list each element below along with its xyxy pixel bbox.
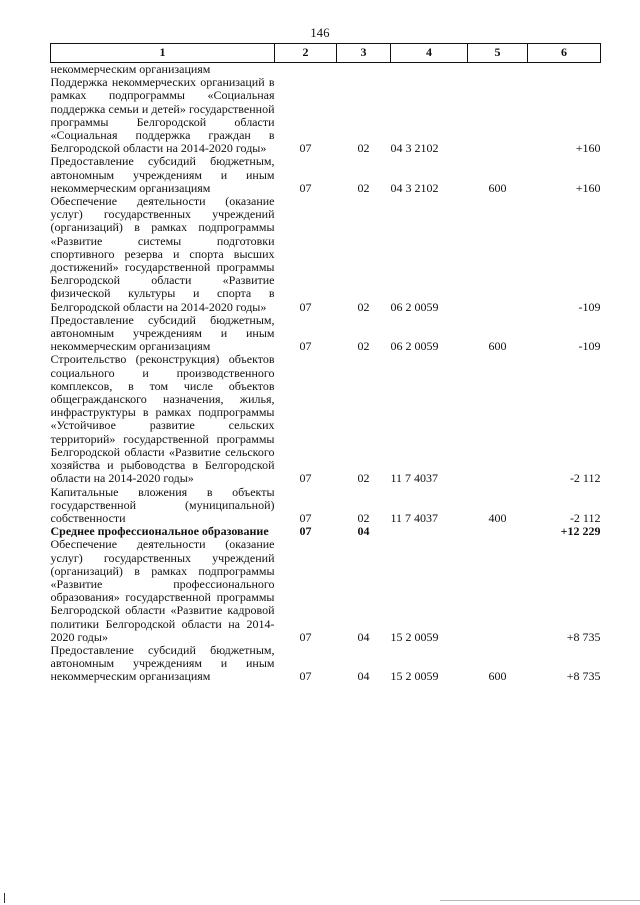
row-description: Поддержка некоммерческих организаций в рамках подпрограммы «Социальная поддержка семьи и детей» государственной программы Белгородской области «Социальная поддержка граждан в Белгородской области на 2014-2020 годы» xyxy=(50,75,275,156)
row-description: Предоставление субсидий бюджетным, автономным учреждениям и иным некоммерческим организациям xyxy=(50,642,275,684)
row-section: 07 xyxy=(299,339,312,354)
row-expense-type xyxy=(468,63,528,77)
row-subsection xyxy=(337,63,391,77)
row-amount: -109 xyxy=(578,339,601,354)
row-section xyxy=(275,63,337,77)
row-section: 07 xyxy=(299,524,312,539)
row-subsection: 02 xyxy=(357,471,370,486)
column-header: 1 xyxy=(51,44,275,63)
row-subsection: 02 xyxy=(357,339,370,354)
row-section: 07 xyxy=(299,299,312,314)
row-amount: +8 735 xyxy=(566,669,601,684)
row-description: Капитальные вложения в объекты государственной (муниципальной) собственности xyxy=(50,484,275,525)
row-amount: -109 xyxy=(578,299,601,314)
row-section: 07 xyxy=(299,180,312,195)
table-row xyxy=(51,195,601,314)
row-amount: +160 xyxy=(575,141,601,156)
row-target-article xyxy=(391,63,468,77)
row-subsection: 02 xyxy=(357,141,370,156)
row-target-article: 11 7 4037 xyxy=(390,471,439,486)
column-header: 5 xyxy=(468,44,528,63)
row-subsection: 04 xyxy=(357,524,370,539)
row-description: Строительство (реконструкция) объектов социального и производственного комплексов, в том числе объектов общегражданского назначения, жилья, инфраструктуры в рамках подпрограммы «Устойчивое развитие сельских территорий» государственной программы Белгородской области «Развитие сельского хозяйства и рыбоводства в Белгородской области на 2014-2020 годы» xyxy=(50,352,275,486)
budget-table xyxy=(50,43,601,684)
row-description: Обеспечение деятельности (оказание услуг) государственных учреждений (организаций) в рамках подпрограммы «Развитие системы подготовки спортивного резерва и спорта высших достижений» государственной программы Белгородской области «Развитие физической культуры и спорта в Белгородской области на 2014-2020 годы» xyxy=(50,194,275,314)
row-expense-type: 400 xyxy=(488,510,507,525)
table-header-row xyxy=(51,44,601,63)
row-target-article: 04 3 2102 xyxy=(390,180,439,195)
row-expense-type xyxy=(468,76,528,155)
row-amount: +12 229 xyxy=(560,524,601,539)
row-amount: -2 112 xyxy=(569,471,601,486)
row-expense-type xyxy=(468,195,528,314)
column-header: 6 xyxy=(528,44,601,63)
row-amount xyxy=(528,63,601,77)
row-expense-type xyxy=(468,538,528,644)
row-target-article: 04 3 2102 xyxy=(390,141,439,156)
row-expense-type: 600 xyxy=(488,180,507,195)
row-subsection: 04 xyxy=(357,669,370,684)
table-body xyxy=(51,63,601,684)
row-subsection: 02 xyxy=(357,510,370,525)
row-subsection: 04 xyxy=(357,629,370,644)
table-row xyxy=(51,314,601,354)
row-amount: +160 xyxy=(575,180,601,195)
row-description: некоммерческим организациям xyxy=(50,62,211,76)
row-section: 07 xyxy=(299,141,312,156)
row-section: 07 xyxy=(299,669,312,684)
row-amount: +8 735 xyxy=(566,629,601,644)
column-header: 3 xyxy=(337,44,391,63)
row-expense-type: 600 xyxy=(488,339,507,354)
row-description: Обеспечение деятельности (оказание услуг) государственных учреждений (организаций) в рамках подпрограммы «Развитие профессионального образования» государственной программы Белгородской области «Развитие кадровой политики Белгородской области на 2014-2020 годы» xyxy=(50,537,275,644)
page-number: 146 xyxy=(310,26,330,40)
row-target-article: 15 2 0059 xyxy=(390,629,439,644)
row-section: 07 xyxy=(299,629,312,644)
column-header: 4 xyxy=(391,44,468,63)
row-expense-type: 600 xyxy=(488,669,507,684)
column-header: 2 xyxy=(275,44,337,63)
table-row xyxy=(51,486,601,526)
row-section: 07 xyxy=(299,471,312,486)
table-row xyxy=(51,644,601,684)
row-amount: -2 112 xyxy=(569,510,601,525)
row-target-article xyxy=(391,525,468,538)
table-row xyxy=(51,63,601,77)
row-section: 07 xyxy=(299,510,312,525)
row-target-article: 15 2 0059 xyxy=(390,669,439,684)
row-target-article: 11 7 4037 xyxy=(390,510,439,525)
row-description: Среднее профессиональное образование xyxy=(50,524,269,539)
row-description: Предоставление субсидий бюджетным, автономным учреждениям и иным некоммерческим организациям xyxy=(50,154,275,195)
row-target-article: 06 2 0059 xyxy=(390,339,439,354)
row-description: Предоставление субсидий бюджетным, автономным учреждениям и иным некоммерческим организациям xyxy=(50,312,275,354)
row-target-article: 06 2 0059 xyxy=(390,299,439,314)
table-row xyxy=(51,76,601,155)
row-expense-type xyxy=(468,525,528,538)
table-row xyxy=(51,353,601,485)
footer-rule xyxy=(440,900,640,901)
row-subsection: 02 xyxy=(357,299,370,314)
table-row xyxy=(51,155,601,195)
table-row xyxy=(51,538,601,644)
row-subsection: 02 xyxy=(357,180,370,195)
margin-mark xyxy=(4,893,5,903)
row-expense-type xyxy=(468,353,528,485)
